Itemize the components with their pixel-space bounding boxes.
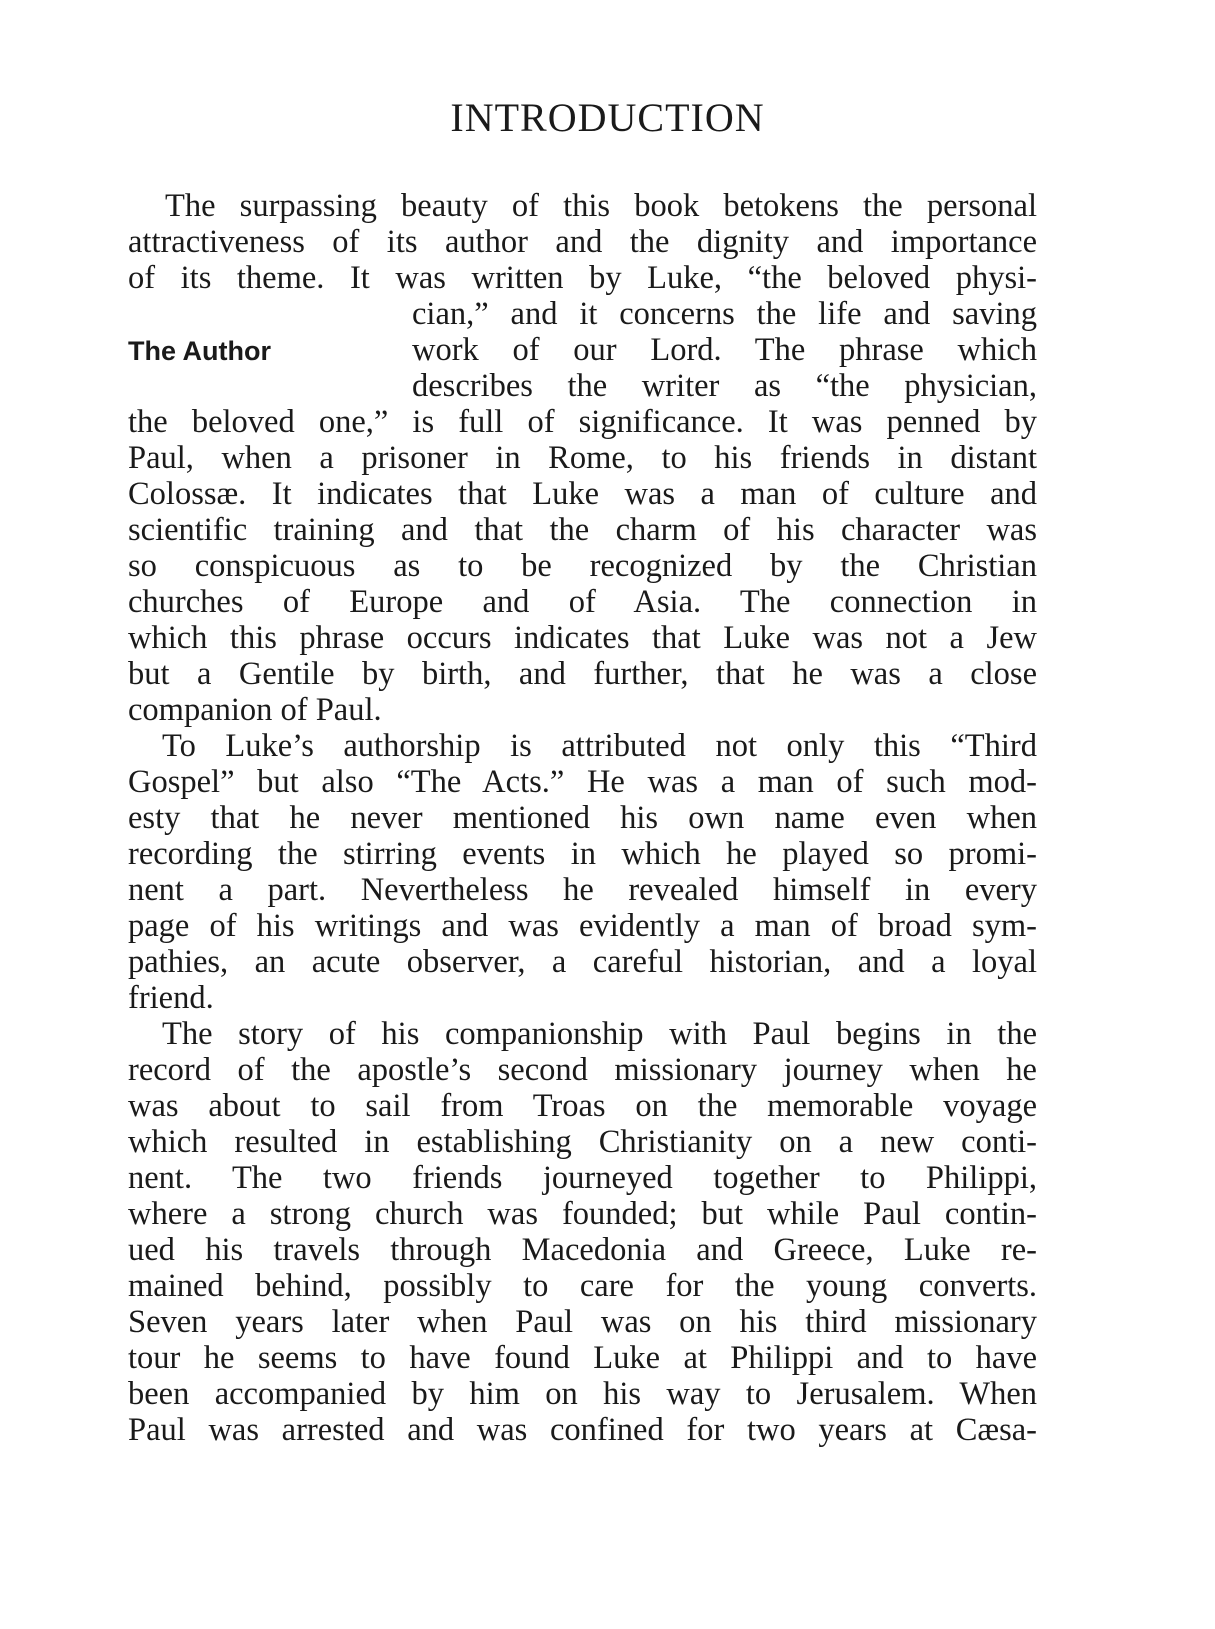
text-line: record of the apostle’s second missionary journey when he [128,1052,1037,1088]
text-line: where a strong church was founded; but while Paul contin- [128,1196,1037,1232]
text-line: which this phrase occurs indicates that Luke was not a Jew [128,620,1037,656]
text-line: scientific training and that the charm of his character was [128,512,1037,548]
text-line: which resulted in establishing Christianity on a new conti- [128,1124,1037,1160]
text-line: pathies, an acute observer, a careful historian, and a loyal [128,944,1037,980]
text-line: ued his travels through Macedonia and Greece, Luke re- [128,1232,1037,1268]
text-line: Paul was arrested and was confined for two years at Cæsa- [128,1412,1037,1448]
text-line: companion of Paul. [128,692,382,728]
text-line: nent. The two friends journeyed together to Philippi, [128,1160,1037,1196]
text-line: Seven years later when Paul was on his third missionary [128,1304,1037,1340]
text-line: was about to sail from Troas on the memorable voyage [128,1088,1037,1124]
text-line: been accompanied by him on his way to Jerusalem. When [128,1376,1037,1412]
text-line: mained behind, possibly to care for the young converts. [128,1268,1037,1304]
text-line: recording the stirring events in which he played so promi- [128,836,1037,872]
text-line: esty that he never mentioned his own name even when [128,800,1037,836]
text-line: nent a part. Nevertheless he revealed himself in every [128,872,1037,908]
text-line: The story of his companionship with Paul begins in the [162,1016,1037,1052]
text-line: the beloved one,” is full of significance. It was penned by [128,404,1037,440]
text-line: work of our Lord. The phrase which [412,332,1037,368]
text-line: Colossæ. It indicates that Luke was a man of culture and [128,476,1037,512]
text-line: tour he seems to have found Luke at Philippi and to have [128,1340,1037,1376]
text-line: describes the writer as “the physician, [412,368,1037,404]
text-line: so conspicuous as to be recognized by the Christian [128,548,1037,584]
page-title: INTRODUCTION [450,95,765,140]
text-line: Paul, when a prisoner in Rome, to his friends in distant [128,440,1037,476]
text-line: The surpassing beauty of this book betokens the personal [165,188,1037,224]
margin-note-the-author: The Author [128,336,271,366]
text-line: Gospel” but also “The Acts.” He was a man of such mod- [128,764,1037,800]
text-line: of its theme. It was written by Luke, “the beloved physi- [128,260,1037,296]
text-line: friend. [128,980,214,1016]
text-line: cian,” and it concerns the life and saving [412,296,1037,332]
text-line: page of his writings and was evidently a man of broad sym- [128,908,1037,944]
text-line: churches of Europe and of Asia. The connection in [128,584,1037,620]
text-line: but a Gentile by birth, and further, that he was a close [128,656,1037,692]
text-line: attractiveness of its author and the dignity and importance [128,224,1037,260]
text-line: To Luke’s authorship is attributed not only this “Third [162,728,1037,764]
